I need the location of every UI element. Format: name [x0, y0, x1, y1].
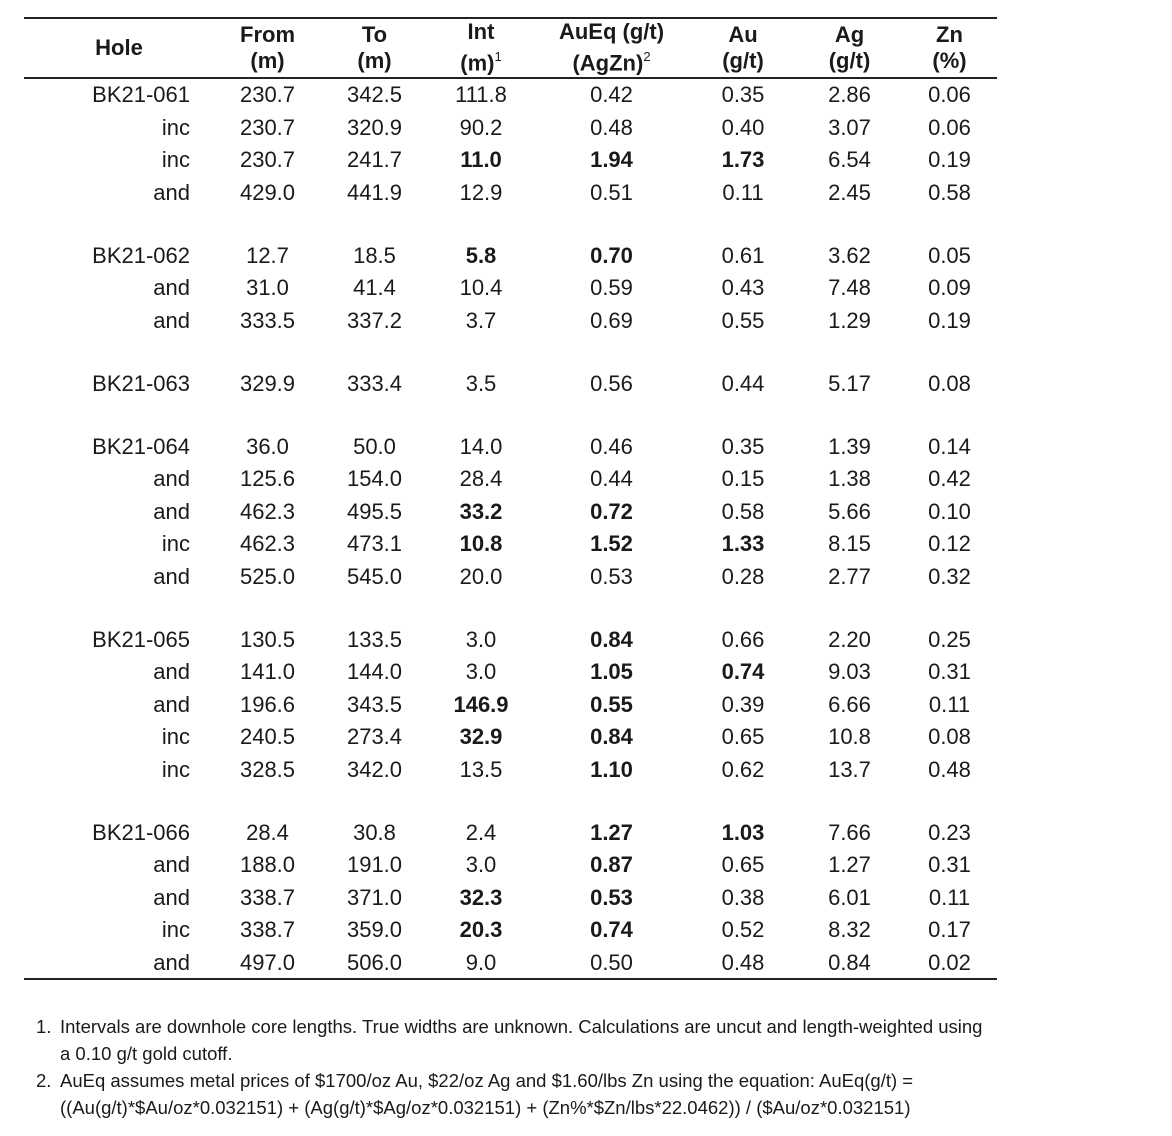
cell-to: 30.8 [353, 819, 396, 845]
footnote-text [60, 1067, 1166, 1121]
footnote-line: Intervals are downhole core lengths. True widths are unknown. Calculations are uncut and length-weighted using [60, 1016, 983, 1037]
cell-int: 10.8 [459, 531, 503, 556]
cell-zn: 0.12 [928, 531, 971, 556]
cell-hole: and [153, 884, 190, 910]
cell-aueq: 0.53 [590, 563, 633, 589]
cell-ag: 2.86 [828, 82, 871, 107]
cell-from: 196.6 [239, 691, 296, 717]
cell-int: 2.4 [465, 819, 497, 845]
cell-aueq: 0.46 [590, 433, 633, 459]
column-header-text: (m) [357, 48, 392, 73]
cell-from: 230.7 [239, 147, 296, 172]
cell-from: 36.0 [246, 433, 289, 459]
footnote [36, 1067, 1166, 1121]
cell-zn: 0.06 [928, 82, 971, 107]
cell-hole: and [153, 179, 190, 205]
cell-hole: BK21-062 [92, 242, 190, 268]
spacer-row [24, 209, 997, 240]
cell-int: 3.5 [465, 370, 497, 396]
table-row [24, 431, 997, 464]
cell-from: 141.0 [239, 659, 296, 684]
cell-ag: 8.15 [828, 531, 871, 556]
table-row [24, 947, 997, 979]
cell-ag: 2.20 [828, 626, 871, 652]
cell-int: 32.3 [459, 884, 503, 910]
cell-int: 11.0 [460, 147, 502, 172]
column-header-text: (AgZn) [572, 50, 644, 76]
cell-ag: 2.45 [828, 179, 871, 205]
cell-hole: BK21-064 [92, 433, 190, 459]
cell-from: 525.0 [239, 563, 296, 589]
cell-zn: 0.09 [928, 275, 971, 300]
spacer-cell [24, 209, 997, 240]
cell-from: 125.6 [239, 466, 296, 491]
column-header-text: (g/t) [828, 48, 871, 73]
cell-to: 333.4 [346, 370, 403, 396]
footnote-text [60, 1013, 1166, 1067]
cell-ag: 7.66 [828, 819, 871, 845]
cell-hole: and [153, 949, 190, 975]
column-header-line [428, 45, 534, 76]
column-header-text: (%) [932, 48, 967, 73]
cell-from: 429.0 [239, 179, 296, 205]
cell-to: 273.4 [346, 724, 403, 749]
column-header-line [321, 22, 428, 48]
cell-ag: 6.66 [828, 691, 871, 717]
column-header-text: From [240, 22, 295, 47]
column-header-line [534, 45, 689, 76]
cell-ag: 1.27 [828, 852, 871, 877]
column-header-line [428, 19, 534, 45]
table-row [24, 624, 997, 657]
column-header-line [321, 48, 428, 74]
cell-int: 20.0 [459, 563, 503, 589]
cell-aueq: 1.05 [590, 659, 633, 684]
cell-ag: 0.84 [828, 949, 871, 975]
cell-zn: 0.02 [928, 949, 971, 975]
cell-to: 320.9 [346, 114, 403, 140]
cell-ag: 13.7 [828, 756, 871, 782]
cell-from: 230.7 [239, 114, 296, 140]
cell-int: 9.0 [465, 949, 497, 975]
cell-au: 0.61 [721, 242, 765, 268]
cell-ag: 5.66 [828, 498, 871, 524]
cell-hole: BK21-063 [92, 370, 190, 396]
assay-results-table [24, 17, 997, 980]
cell-to: 18.5 [353, 242, 396, 268]
cell-ag: 3.07 [828, 114, 871, 140]
footnote [36, 1013, 1166, 1067]
cell-hole: inc [161, 917, 190, 942]
cell-zn: 0.58 [928, 179, 971, 205]
cell-hole: and [153, 852, 190, 877]
cell-zn: 0.08 [928, 370, 971, 396]
spacer-cell [24, 786, 997, 817]
column-header-line [214, 22, 321, 48]
column-header-line [902, 22, 997, 48]
cell-int: 28.4 [459, 466, 503, 491]
cell-hole: BK21-061 [92, 82, 190, 107]
cell-int: 3.7 [465, 307, 497, 333]
cell-au: 0.66 [721, 626, 765, 652]
cell-hole: and [153, 691, 190, 717]
cell-au: 0.38 [721, 884, 765, 910]
cell-hole: inc [161, 147, 190, 172]
cell-au: 0.62 [721, 756, 765, 782]
cell-int: 90.2 [459, 114, 503, 140]
cell-to: 342.0 [346, 756, 403, 782]
column-header-to [321, 18, 428, 78]
footnote-line: ((Au(g/t)*$Au/oz*0.032151) + (Ag(g/t)*$Ag/oz*0.032151) + (Zn%*$Zn/lbs*22.0462)) / ($Au/oz*0.032151) [60, 1097, 911, 1118]
cell-from: 462.3 [239, 531, 296, 556]
cell-from: 12.7 [246, 242, 289, 268]
cell-to: 191.0 [346, 852, 403, 877]
table-row [24, 882, 997, 915]
cell-int: 13.5 [459, 756, 503, 782]
column-header-line [797, 48, 902, 74]
cell-hole: BK21-066 [92, 819, 190, 845]
cell-to: 342.5 [346, 82, 403, 107]
table-row [24, 817, 997, 850]
column-header-aueq [534, 18, 689, 78]
table-row [24, 272, 997, 305]
cell-from: 240.5 [239, 724, 296, 749]
table-row [24, 463, 997, 496]
footnotes [36, 1013, 1166, 1121]
column-header-line [534, 19, 689, 45]
cell-zn: 0.42 [928, 466, 971, 491]
column-header-text: (g/t) [722, 48, 764, 73]
cell-au: 0.39 [721, 691, 765, 717]
spacer-row [24, 337, 997, 368]
column-header-text: Zn [936, 22, 963, 47]
cell-aueq: 0.70 [590, 242, 633, 268]
cell-aueq: 0.74 [590, 917, 633, 942]
cell-zn: 0.11 [928, 691, 971, 717]
cell-au: 0.52 [721, 917, 765, 942]
cell-zn: 0.10 [928, 498, 971, 524]
footnote-number: 1. [36, 1016, 52, 1037]
cell-hole: inc [161, 114, 190, 140]
cell-aueq: 0.59 [590, 275, 633, 300]
cell-to: 359.0 [346, 917, 403, 942]
table-row [24, 528, 997, 561]
spacer-cell [24, 593, 997, 624]
cell-int: 3.0 [465, 852, 497, 877]
cell-ag: 3.62 [828, 242, 871, 268]
column-header-text: (m) [460, 50, 495, 76]
column-header-line [689, 22, 797, 48]
cell-int: 14.0 [459, 433, 503, 459]
cell-zn: 0.31 [928, 852, 971, 877]
cell-ag: 1.39 [828, 433, 871, 459]
cell-from: 230.7 [239, 82, 296, 107]
table-row [24, 112, 997, 145]
cell-aueq: 1.94 [590, 147, 633, 172]
cell-aueq: 0.42 [590, 82, 633, 107]
cell-aueq: 0.84 [590, 626, 633, 652]
cell-ag: 1.29 [828, 307, 871, 333]
cell-zn: 0.08 [928, 724, 971, 749]
column-header-line [797, 22, 902, 48]
cell-zn: 0.23 [928, 819, 971, 845]
cell-ag: 1.38 [828, 466, 871, 491]
cell-to: 545.0 [346, 563, 403, 589]
cell-to: 241.7 [346, 147, 403, 172]
cell-to: 154.0 [346, 466, 403, 491]
cell-au: 0.15 [721, 466, 765, 491]
cell-au: 0.35 [721, 82, 765, 107]
column-header-text: Ag [834, 22, 865, 47]
cell-ag: 7.48 [828, 275, 871, 300]
cell-aueq: 0.84 [590, 724, 633, 749]
footnote-number: 2. [36, 1070, 52, 1091]
cell-from: 338.7 [239, 917, 296, 942]
cell-int: 10.4 [459, 275, 503, 300]
cell-au: 0.58 [721, 498, 765, 524]
column-header-line [689, 48, 797, 74]
cell-au: 0.35 [721, 433, 765, 459]
cell-to: 371.0 [346, 884, 403, 910]
footnote-reference: 2 [643, 49, 651, 65]
cell-au: 0.65 [721, 724, 765, 749]
cell-au: 0.44 [721, 370, 765, 396]
cell-hole: inc [161, 531, 190, 556]
cell-zn: 0.05 [928, 242, 971, 268]
cell-aueq: 0.55 [590, 691, 633, 717]
cell-from: 333.5 [239, 307, 296, 333]
cell-int: 20.3 [459, 917, 503, 942]
spacer-cell [24, 400, 997, 431]
cell-to: 50.0 [353, 433, 396, 459]
cell-aueq: 0.53 [590, 884, 633, 910]
column-header-int [428, 18, 534, 78]
cell-zn: 0.32 [928, 563, 971, 589]
cell-int: 12.9 [459, 179, 503, 205]
cell-aueq: 0.56 [590, 370, 633, 396]
cell-aueq: 0.72 [590, 498, 633, 524]
footnote-reference: 1 [494, 49, 502, 65]
cell-from: 130.5 [239, 626, 296, 652]
cell-hole: and [153, 275, 190, 300]
cell-int: 3.0 [465, 659, 497, 684]
cell-au: 0.65 [721, 852, 765, 877]
spacer-cell [24, 337, 997, 368]
cell-hole: inc [161, 724, 190, 749]
cell-ag: 10.8 [828, 724, 871, 749]
cell-zn: 0.06 [928, 114, 971, 140]
cell-from: 328.5 [239, 756, 296, 782]
cell-to: 506.0 [346, 949, 403, 975]
spacer-row [24, 400, 997, 431]
cell-au: 0.40 [721, 114, 765, 140]
cell-from: 462.3 [239, 498, 296, 524]
cell-aueq: 0.69 [590, 307, 633, 333]
cell-to: 133.5 [346, 626, 403, 652]
cell-ag: 9.03 [828, 659, 871, 684]
cell-hole: and [153, 307, 190, 333]
cell-zn: 0.25 [928, 626, 971, 652]
cell-zn: 0.17 [928, 917, 971, 942]
footnote-line: a 0.10 g/t gold cutoff. [60, 1043, 233, 1064]
column-header-text: To [361, 22, 388, 47]
cell-aueq: 1.27 [590, 819, 633, 845]
cell-hole: inc [161, 756, 190, 782]
cell-au: 1.73 [721, 147, 765, 172]
column-header-line [214, 48, 321, 74]
table-row [24, 496, 997, 529]
table-row [24, 368, 997, 401]
header-row [24, 18, 997, 78]
column-header-text: Int [467, 19, 495, 45]
cell-aueq: 0.44 [590, 466, 633, 491]
cell-int: 3.0 [465, 626, 497, 652]
column-header-from [214, 18, 321, 78]
table-row [24, 689, 997, 722]
column-header-text: Hole [95, 35, 143, 60]
cell-ag: 6.54 [828, 147, 871, 172]
cell-int: 111.8 [455, 82, 507, 107]
column-header-text: Au [728, 22, 758, 47]
cell-au: 0.74 [721, 659, 765, 684]
cell-zn: 0.14 [928, 433, 971, 459]
table-row [24, 144, 997, 177]
cell-aueq: 0.51 [590, 179, 633, 205]
cell-hole: and [153, 498, 190, 524]
column-header-line [902, 48, 997, 74]
column-header-hole [24, 18, 214, 78]
cell-aueq: 0.50 [590, 949, 633, 975]
cell-zn: 0.19 [928, 147, 971, 172]
table-row [24, 305, 997, 338]
cell-int: 33.2 [459, 498, 503, 524]
table-row [24, 240, 997, 273]
column-header-line [24, 35, 214, 61]
cell-int: 5.8 [465, 242, 497, 268]
cell-ag: 8.32 [828, 917, 871, 942]
cell-to: 343.5 [346, 691, 403, 717]
column-header-text: (m) [250, 48, 285, 73]
column-header-ag [797, 18, 902, 78]
cell-int: 32.9 [459, 724, 503, 749]
column-header-au [689, 18, 797, 78]
cell-au: 0.28 [721, 563, 765, 589]
cell-ag: 6.01 [828, 884, 871, 910]
cell-aueq: 0.87 [590, 852, 633, 877]
cell-au: 0.43 [721, 275, 765, 300]
cell-zn: 0.19 [928, 307, 971, 333]
cell-from: 329.9 [239, 370, 296, 396]
cell-ag: 5.17 [828, 370, 871, 396]
cell-to: 144.0 [346, 659, 403, 684]
cell-to: 473.1 [346, 531, 403, 556]
cell-aueq: 0.48 [590, 114, 633, 140]
column-header-text: AuEq (g/t) [558, 19, 665, 45]
cell-hole: and [153, 563, 190, 589]
spacer-row [24, 786, 997, 817]
cell-au: 0.55 [721, 307, 765, 333]
column-header-zn [902, 18, 997, 78]
table-row [24, 656, 997, 689]
cell-to: 337.2 [346, 307, 403, 333]
cell-au: 0.48 [721, 949, 765, 975]
cell-zn: 0.31 [928, 659, 971, 684]
cell-from: 497.0 [239, 949, 296, 975]
table-header [24, 18, 997, 78]
cell-au: 0.11 [722, 179, 764, 205]
table-row [24, 561, 997, 594]
table-row [24, 177, 997, 210]
table-row [24, 721, 997, 754]
cell-hole: BK21-065 [92, 626, 190, 652]
cell-int: 146.9 [453, 691, 509, 717]
cell-zn: 0.11 [928, 884, 971, 910]
cell-from: 31.0 [246, 275, 289, 300]
cell-to: 441.9 [346, 179, 403, 205]
table-row [24, 914, 997, 947]
spacer-row [24, 593, 997, 624]
cell-aueq: 1.10 [590, 756, 633, 782]
cell-to: 41.4 [353, 275, 396, 300]
cell-to: 495.5 [346, 498, 403, 524]
cell-from: 28.4 [246, 819, 289, 845]
table-body [24, 78, 997, 979]
table-row [24, 849, 997, 882]
cell-ag: 2.77 [828, 563, 871, 589]
cell-zn: 0.48 [928, 756, 971, 782]
cell-au: 1.33 [721, 531, 765, 556]
cell-from: 188.0 [239, 852, 296, 877]
cell-from: 338.7 [239, 884, 296, 910]
footnote-line: AuEq assumes metal prices of $1700/oz Au, $22/oz Ag and $1.60/lbs Zn using the equation: AuEq(g/t) = [60, 1070, 914, 1091]
table-row [24, 754, 997, 787]
table-row [24, 78, 997, 112]
cell-au: 1.03 [721, 819, 765, 845]
cell-aueq: 1.52 [590, 531, 633, 556]
cell-hole: and [153, 466, 190, 491]
cell-hole: and [153, 659, 190, 684]
